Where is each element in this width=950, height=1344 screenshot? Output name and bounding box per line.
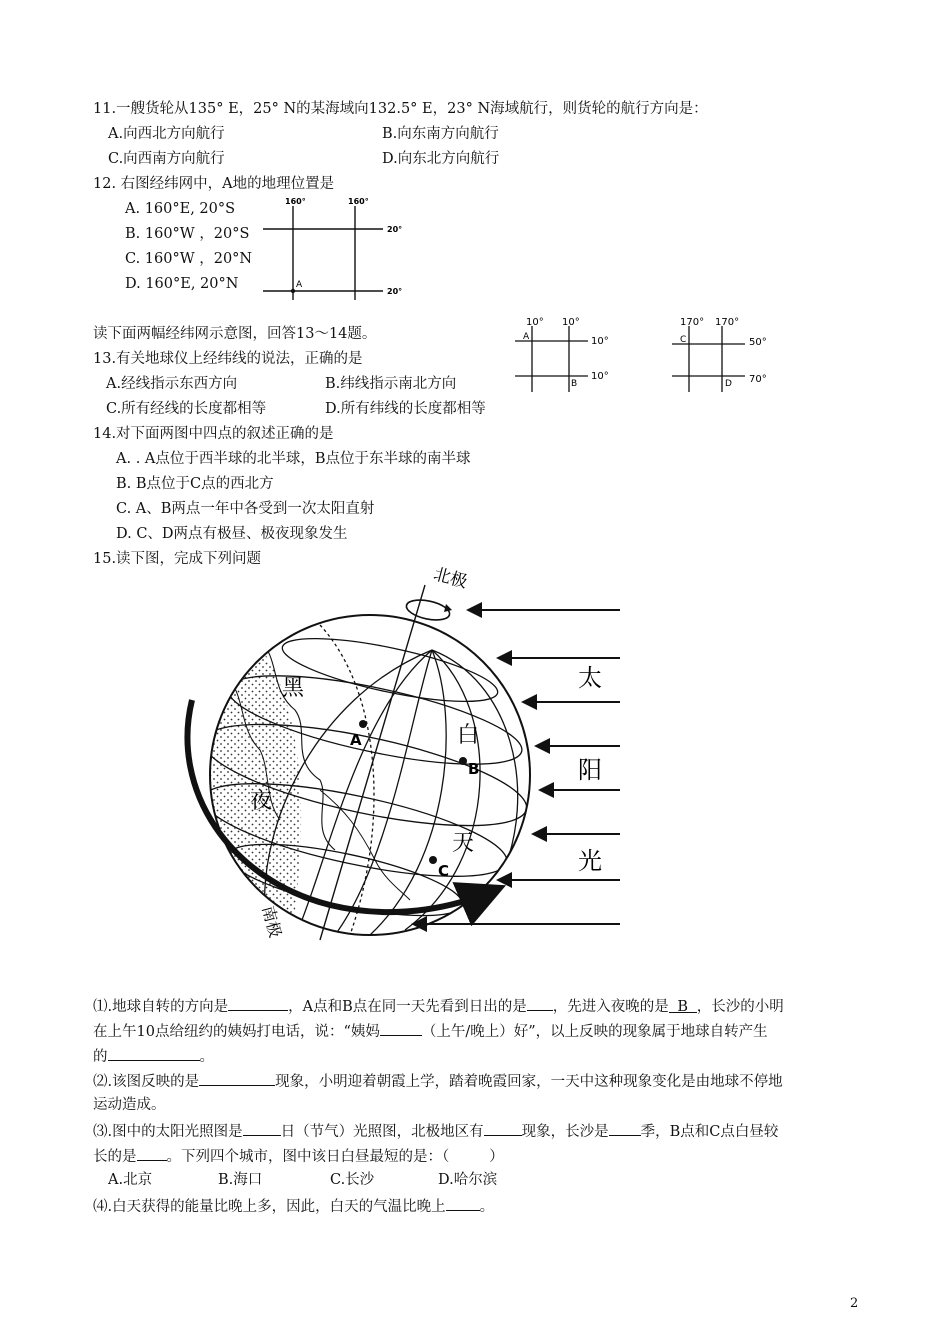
q13-option-d: D.所有纬线的长度都相等 xyxy=(325,401,486,417)
q12-grid-diagram xyxy=(255,192,415,302)
sunlight-label-3: 光 xyxy=(578,847,602,875)
q11-option-c: C.向西南方向航行 xyxy=(108,151,225,167)
q12-lat-label-top: 20° xyxy=(387,225,403,234)
q15-part4-line xyxy=(93,1195,494,1217)
grid-right-point-c: C xyxy=(680,335,687,345)
q14-option-c: C. A、B两点一年中各受到一次太阳直射 xyxy=(116,501,375,517)
q15-part3-option-b: B.海口 xyxy=(218,1172,263,1188)
q15-stem: 15.读下图，完成下列问题 xyxy=(93,551,262,567)
grid-left-lat-top: 10° xyxy=(591,336,609,347)
blank-night-first-answer[interactable]: B xyxy=(669,997,697,1013)
night-label-2: 夜 xyxy=(250,789,273,814)
q11-stem: 11.一艘货轮从135° E，25° N的某海域向132.5° E，23° N海域航行，则货轮的航行方向是： xyxy=(93,101,708,117)
earth-illumination-figure xyxy=(170,560,630,945)
point-a-label: A xyxy=(350,731,362,749)
day-label-1: 白 xyxy=(457,723,480,748)
q12-lat-label-bottom: 20° xyxy=(387,287,403,296)
q15-part1-text-h: 。 xyxy=(199,1049,214,1065)
grid-left-lat-bottom: 10° xyxy=(591,371,609,382)
q14-option-d: D. C、D两点有极昼、极夜现象发生 xyxy=(116,526,348,542)
q12-point-a-label: A xyxy=(296,280,303,290)
q15-part3-option-d: D.哈尔滨 xyxy=(438,1172,498,1188)
north-pole-label: 北极 xyxy=(431,564,470,593)
blank-sunrise-first[interactable] xyxy=(527,995,553,1011)
q15-part3-option-c: C.长沙 xyxy=(330,1172,375,1188)
q15-part2-line1 xyxy=(93,1070,783,1092)
q15-part2-text-b: 现象，小明迎着朝霞上学，踏着晚霞回家，一天中这种现象变化是由地球不停地 xyxy=(275,1074,783,1090)
q15-part3-text-d: 季，B点和C点白昼较 xyxy=(640,1124,779,1140)
south-pole-label: 南极 xyxy=(258,903,286,940)
page-number: 2 xyxy=(850,1296,859,1311)
q15-part3-text-g: ） xyxy=(489,1149,504,1165)
q15-part3-line1 xyxy=(93,1120,778,1142)
q15-part3-line2 xyxy=(93,1145,504,1167)
q15-part1-text-a: ⑴.地球自转的方向是 xyxy=(93,999,229,1015)
blank-polar-phenomenon[interactable] xyxy=(484,1120,522,1136)
q15-part4-text-b: 。 xyxy=(479,1199,495,1215)
sunlight-label-2: 阳 xyxy=(578,756,602,784)
q15-part2-line2: 运动造成。 xyxy=(93,1097,166,1113)
point-b-label: B xyxy=(468,760,480,778)
q12-lon-label-2: 160° xyxy=(348,197,369,206)
q15-part3-text-e: 长的是 xyxy=(93,1149,137,1165)
q12-stem: 12. 右图经纬网中，A地的地理位置是 xyxy=(93,176,335,192)
q12-option-d: D. 160°E, 20°N xyxy=(125,276,239,292)
blank-temperature[interactable] xyxy=(446,1195,480,1211)
grid-left-point-a: A xyxy=(523,332,530,342)
q14-option-a: A. . A点位于西半球的北半球，B点位于东半球的南半球 xyxy=(116,451,471,467)
q13-option-c: C.所有经线的长度都相等 xyxy=(106,401,267,417)
q13-14-intro: 读下面两幅经纬网示意图，回答13～14题。 xyxy=(93,326,377,342)
grid-left-diagram xyxy=(508,312,618,394)
q13-stem: 13.有关地球仪上经纬线的说法，正确的是 xyxy=(93,351,363,367)
q15-part3-option-a: A.北京 xyxy=(108,1172,153,1188)
q13-option-a: A.经线指示东西方向 xyxy=(106,376,238,392)
q12-option-b: B. 160°W ，20°S xyxy=(125,226,250,242)
blank-solar-term[interactable] xyxy=(243,1120,281,1136)
q15-part1-text-c: ，先进入夜晚的是 xyxy=(552,999,669,1015)
q15-part1-line2 xyxy=(93,1020,768,1042)
q11-option-d: D.向东北方向航行 xyxy=(382,151,500,167)
sunlight-label-1: 太 xyxy=(578,664,602,692)
grid-right-lat-bottom: 70° xyxy=(749,374,767,385)
q15-part3-text-f: 。下列四个城市，图中该日白昼最短的是：（ xyxy=(166,1149,450,1165)
q12-option-a: A. 160°E, 20°S xyxy=(125,201,236,217)
q15-part1-text-e: 在上午10点给纽约的姨妈打电话，说：“姨妈 xyxy=(93,1024,380,1040)
grid-left-lon-1: 10° xyxy=(526,317,544,328)
night-label-1: 黑 xyxy=(282,676,305,701)
grid-right-lat-top: 50° xyxy=(749,337,767,348)
q14-option-b: B. B点位于C点的西北方 xyxy=(116,476,274,492)
q15-part2-text-a: ⑵.该图反映的是 xyxy=(93,1074,200,1090)
grid-left-point-b: B xyxy=(571,379,578,389)
grid-right-lon-2: 170° xyxy=(715,317,740,328)
blank-season[interactable] xyxy=(609,1120,641,1136)
blank-phenomenon[interactable] xyxy=(199,1070,275,1086)
q13-option-b: B.纬线指示南北方向 xyxy=(325,376,457,392)
q15-part3-text-c: 现象，长沙是 xyxy=(521,1124,609,1140)
q11-option-a: A.向西北方向航行 xyxy=(108,126,225,142)
grid-left-lon-2: 10° xyxy=(562,317,580,328)
q15-part1-text-d: ，长沙的小明 xyxy=(696,999,784,1015)
grid-right-point-d: D xyxy=(725,379,732,389)
blank-greeting-time[interactable] xyxy=(380,1020,422,1036)
blank-rotation-direction[interactable] xyxy=(228,995,288,1011)
q15-part1-line1 xyxy=(93,995,784,1017)
q12-lon-label-1: 160° xyxy=(285,197,306,206)
q15-part3-text-a: ⑶.图中的太阳光照图是 xyxy=(93,1124,243,1140)
q15-part1-text-b: ，A点和B点在同一天先看到日出的是 xyxy=(288,999,527,1015)
q14-stem: 14.对下面两图中四点的叙述正确的是 xyxy=(93,426,334,442)
q15-part1-text-f: （上午/晚上）好”，以上反映的现象属于地球自转产生 xyxy=(421,1024,768,1040)
q12-option-c: C. 160°W ，20°N xyxy=(125,251,253,267)
grid-right-lon-1: 170° xyxy=(680,317,705,328)
blank-longer-day-point[interactable] xyxy=(137,1145,167,1161)
point-c-label: C xyxy=(438,862,450,880)
q15-part1-text-g: 的 xyxy=(93,1049,108,1065)
day-label-2: 天 xyxy=(452,831,475,856)
q15-part1-line3 xyxy=(93,1045,214,1067)
grid-right-diagram xyxy=(665,312,780,394)
q11-option-b: B.向东南方向航行 xyxy=(382,126,499,142)
q15-part3-text-b: 日（节气）光照图，北极地区有 xyxy=(280,1124,484,1140)
blank-rotation-phenomenon[interactable] xyxy=(108,1045,200,1061)
q15-part4-text-a: ⑷.白天获得的能量比晚上多，因此，白天的气温比晚上 xyxy=(93,1199,446,1215)
